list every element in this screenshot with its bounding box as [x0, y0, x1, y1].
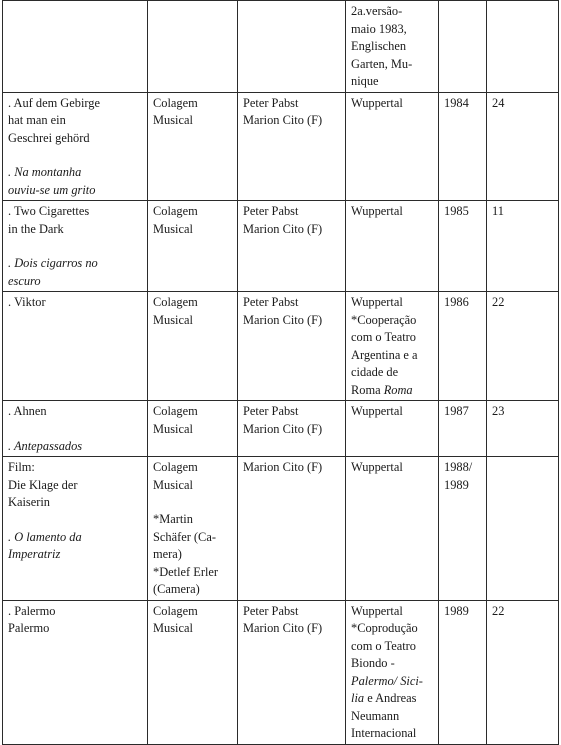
table-row — [3, 292, 559, 401]
place-line: Wuppertal — [351, 295, 403, 309]
place-line: Argentina e a — [351, 347, 418, 362]
place-line-extra: e Andreas — [364, 691, 417, 705]
translated-title-line: . O lamento da — [8, 529, 82, 544]
place-line: Wuppertal — [351, 460, 403, 474]
title-cell — [3, 401, 148, 457]
place-cell — [346, 201, 439, 292]
title-cell — [3, 600, 148, 744]
place-line: nique — [351, 74, 379, 88]
credit-line: *Martin — [153, 512, 193, 526]
people-cell — [238, 201, 346, 292]
genre-cell — [148, 600, 238, 744]
genre-line: Colagem — [153, 204, 198, 218]
person-line: Marion Cito (F) — [243, 460, 323, 474]
translated-title-line: . Na montanha — [8, 165, 82, 179]
count-value: 23 — [492, 404, 505, 418]
translated-title-line: . Antepassados — [8, 438, 83, 453]
count-cell — [487, 292, 559, 401]
place-line: Palermo/ Sici- — [351, 673, 423, 688]
year-cell — [439, 457, 487, 601]
person-line: Marion Cito (F) — [243, 621, 323, 635]
year-cell — [439, 600, 487, 744]
work-title-line: Kaiserin — [8, 495, 50, 509]
spacer — [8, 238, 144, 255]
genre-cell — [148, 1, 238, 93]
count-cell — [487, 401, 559, 457]
place-line: Wuppertal — [351, 603, 403, 618]
genre-cell — [148, 292, 238, 401]
place-line: Biondo - — [351, 656, 395, 670]
genre-cell — [148, 201, 238, 292]
place-cell — [346, 457, 439, 601]
person-line: Peter Pabst — [243, 295, 299, 309]
count-cell — [487, 201, 559, 292]
table-row — [3, 92, 559, 201]
person-line: Marion Cito (F) — [243, 221, 323, 236]
year-cell — [439, 201, 487, 292]
count-cell — [487, 600, 559, 744]
spacer — [8, 147, 144, 164]
work-title-line: Geschrei gehörd — [8, 130, 90, 145]
genre-line: Colagem — [153, 95, 198, 110]
place-line: *Cooperação — [351, 312, 417, 327]
count-value: 22 — [492, 295, 505, 309]
title-cell — [3, 92, 148, 201]
table-row — [3, 1, 559, 93]
genre-cell — [148, 457, 238, 601]
place-cell — [346, 292, 439, 401]
place-line-extra: Roma — [383, 382, 413, 397]
count-value: 11 — [492, 204, 504, 218]
title-cell — [3, 457, 148, 601]
place-line: Garten, Mu- — [351, 56, 413, 71]
year-cell — [439, 92, 487, 201]
person-line: Peter Pabst — [243, 603, 299, 618]
count-cell — [487, 1, 559, 93]
people-cell — [238, 92, 346, 201]
work-title-line: . Palermo — [8, 603, 56, 618]
work-title-line: hat man ein — [8, 113, 66, 127]
person-line: Peter Pabst — [243, 404, 299, 418]
place-line: Wuppertal — [351, 404, 403, 418]
table-row — [3, 401, 559, 457]
year-cell — [439, 1, 487, 93]
work-title-line: . Viktor — [8, 295, 46, 309]
spacer — [8, 512, 144, 529]
count-value: 22 — [492, 603, 505, 618]
place-line: Roma Roma — [351, 382, 413, 397]
genre-line: Musical — [153, 312, 193, 327]
place-cell — [346, 1, 439, 93]
translated-title-line: Imperatriz — [8, 547, 61, 561]
work-title-line: Film: — [8, 460, 35, 474]
year-line: 1989 — [444, 603, 469, 618]
work-title-line: . Ahnen — [8, 404, 47, 418]
genre-line: Musical — [153, 113, 193, 127]
people-cell — [238, 457, 346, 601]
genre-line: Colagem — [153, 295, 198, 309]
genre-line: Musical — [153, 221, 193, 236]
genre-line: Colagem — [153, 460, 198, 474]
table-row — [3, 600, 559, 744]
person-line: Peter Pabst — [243, 204, 299, 218]
genre-line: Musical — [153, 477, 193, 492]
year-line: 1987 — [444, 404, 469, 418]
person-line: Marion Cito (F) — [243, 113, 323, 127]
year-line: 1985 — [444, 204, 469, 218]
place-line: com o Teatro — [351, 638, 416, 653]
genre-line: Musical — [153, 621, 193, 635]
year-line: 1984 — [444, 95, 469, 110]
place-line: com o Teatro — [351, 330, 416, 344]
person-line: Marion Cito (F) — [243, 421, 323, 436]
credit-line: *Detlef Erler — [153, 564, 219, 579]
people-cell — [238, 600, 346, 744]
translated-title-line: escuro — [8, 273, 41, 288]
credit-line: mera) — [153, 547, 182, 561]
works-table — [2, 0, 559, 745]
place-line: *Coprodução — [351, 621, 418, 635]
place-line: Wuppertal — [351, 204, 403, 218]
credit-line: Schäfer (Ca- — [153, 529, 216, 544]
year-line: 1986 — [444, 295, 469, 309]
place-cell — [346, 92, 439, 201]
person-line: Peter Pabst — [243, 95, 299, 110]
spacer — [8, 421, 144, 438]
year-line: 1989 — [444, 477, 469, 492]
place-line: Englischen — [351, 39, 407, 53]
table-row — [3, 201, 559, 292]
person-line: Marion Cito (F) — [243, 312, 323, 327]
genre-line: Colagem — [153, 404, 198, 418]
place-cell — [346, 401, 439, 457]
spacer — [153, 494, 234, 511]
work-title-line: Palermo — [8, 621, 50, 635]
credit-line: (Camera) — [153, 582, 200, 596]
count-cell — [487, 92, 559, 201]
genre-cell — [148, 92, 238, 201]
people-cell — [238, 1, 346, 93]
place-line: Neumann — [351, 708, 400, 723]
title-cell — [3, 201, 148, 292]
work-title-line: in the Dark — [8, 221, 64, 236]
genre-line: Colagem — [153, 603, 198, 618]
place-line: Internacional — [351, 726, 417, 740]
title-cell — [3, 1, 148, 93]
place-cell — [346, 600, 439, 744]
place-line: lia e Andreas — [351, 691, 417, 705]
place-line: maio 1983, — [351, 21, 407, 36]
genre-cell — [148, 401, 238, 457]
count-cell — [487, 457, 559, 601]
genre-line: Musical — [153, 421, 193, 436]
year-line: 1988/ — [444, 460, 473, 474]
place-line: 2a.versão- — [351, 4, 403, 18]
year-cell — [439, 292, 487, 401]
work-title-line: . Two Cigarettes — [8, 204, 90, 218]
place-line: Wuppertal — [351, 95, 403, 110]
translated-title-line: . Dois cigarros no — [8, 256, 98, 270]
title-cell — [3, 292, 148, 401]
place-line: cidade de — [351, 365, 399, 379]
table-row — [3, 457, 559, 601]
translated-title-line: ouviu-se um grito — [8, 182, 96, 197]
work-title-line: Die Klage der — [8, 477, 78, 492]
count-value: 24 — [492, 95, 505, 110]
people-cell — [238, 292, 346, 401]
work-title-line: . Auf dem Gebirge — [8, 95, 100, 110]
year-cell — [439, 401, 487, 457]
people-cell — [238, 401, 346, 457]
